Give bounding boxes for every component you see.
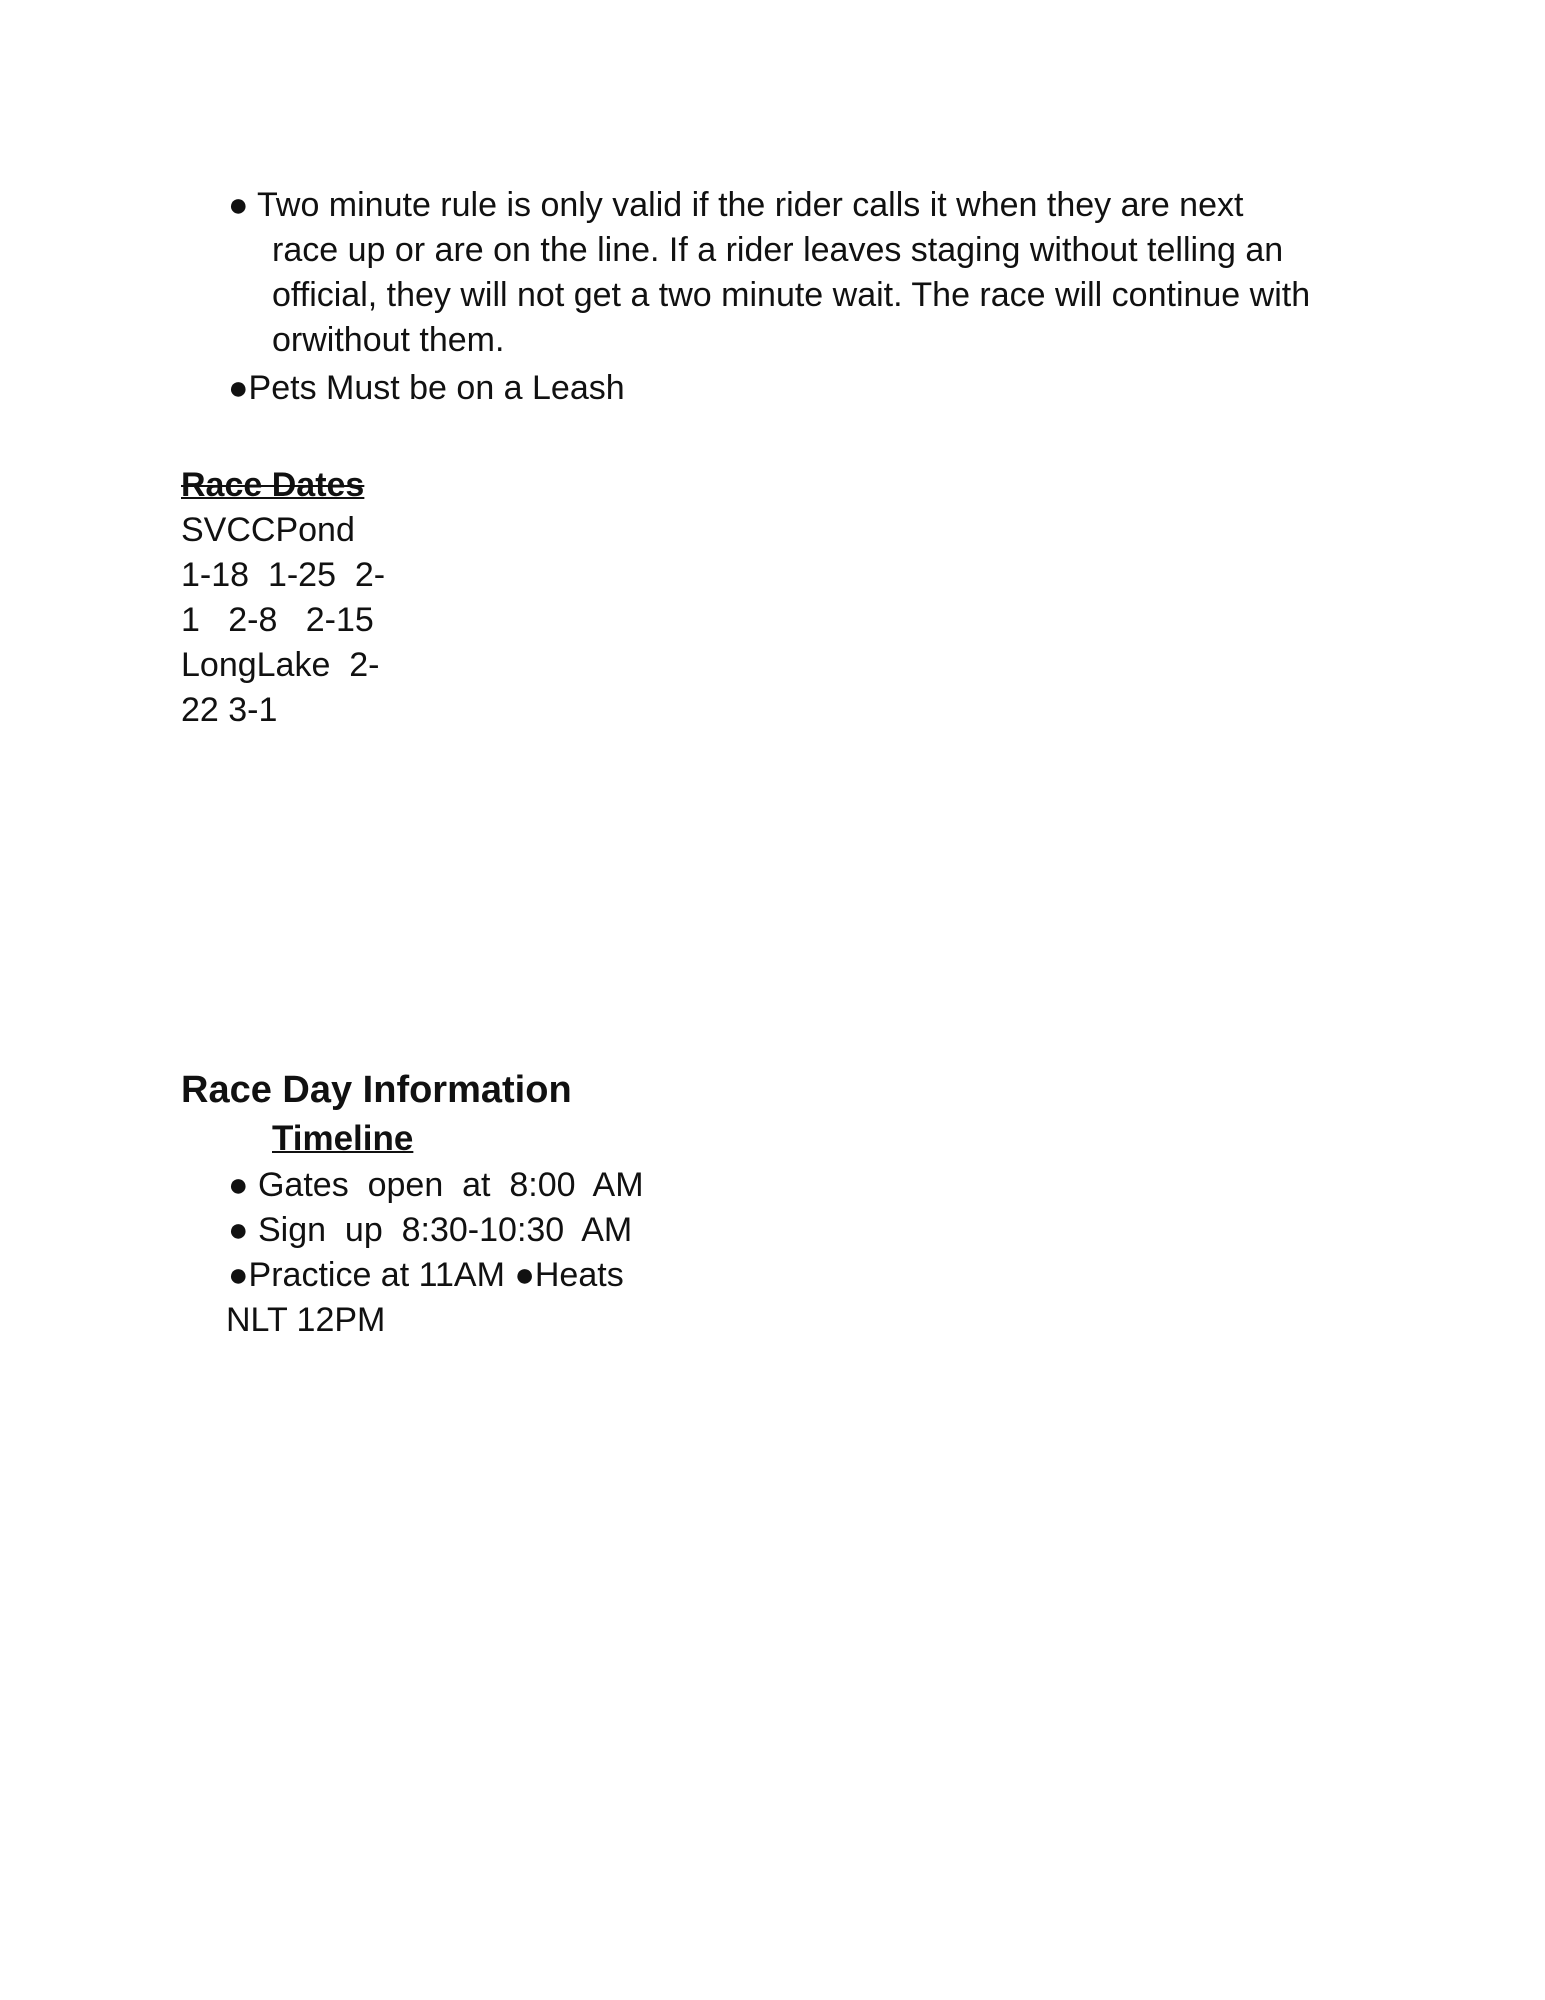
timeline-item: ●Practice at 11AM ●Heats xyxy=(228,1256,624,1294)
race-day-title: Race Day Information xyxy=(181,1069,572,1111)
race-dates-line: 1 2-8 2-15 xyxy=(181,601,374,639)
race-dates-heading: Race Dates xyxy=(181,466,365,504)
timeline-item: ● Gates open at 8:00 AM xyxy=(228,1166,644,1204)
race-dates-line: 22 3-1 xyxy=(181,691,278,729)
bullet-icon: ● xyxy=(228,186,249,224)
race-dates-line: LongLake 2- xyxy=(181,646,380,684)
race-dates-line: SVCCPond xyxy=(181,511,355,549)
rule-two-minute-line-3: official, they will not get a two minute wait. The race will continue with xyxy=(272,276,1311,314)
rule-two-minute-line-4: orwithout them. xyxy=(272,321,505,359)
rule-two-minute-line-2: race up or are on the line. If a rider leaves staging without telling an xyxy=(272,231,1284,269)
rule-two-minute-line-1: Two minute rule is only valid if the rider calls it when they are next xyxy=(257,186,1244,224)
rule-pets-leash: ●Pets Must be on a Leash xyxy=(228,369,625,407)
timeline-item: NLT 12PM xyxy=(226,1301,386,1339)
timeline-heading: Timeline xyxy=(272,1119,414,1158)
timeline-item: ● Sign up 8:30-10:30 AM xyxy=(228,1211,633,1249)
race-dates-line: 1-18 1-25 2- xyxy=(181,556,386,594)
